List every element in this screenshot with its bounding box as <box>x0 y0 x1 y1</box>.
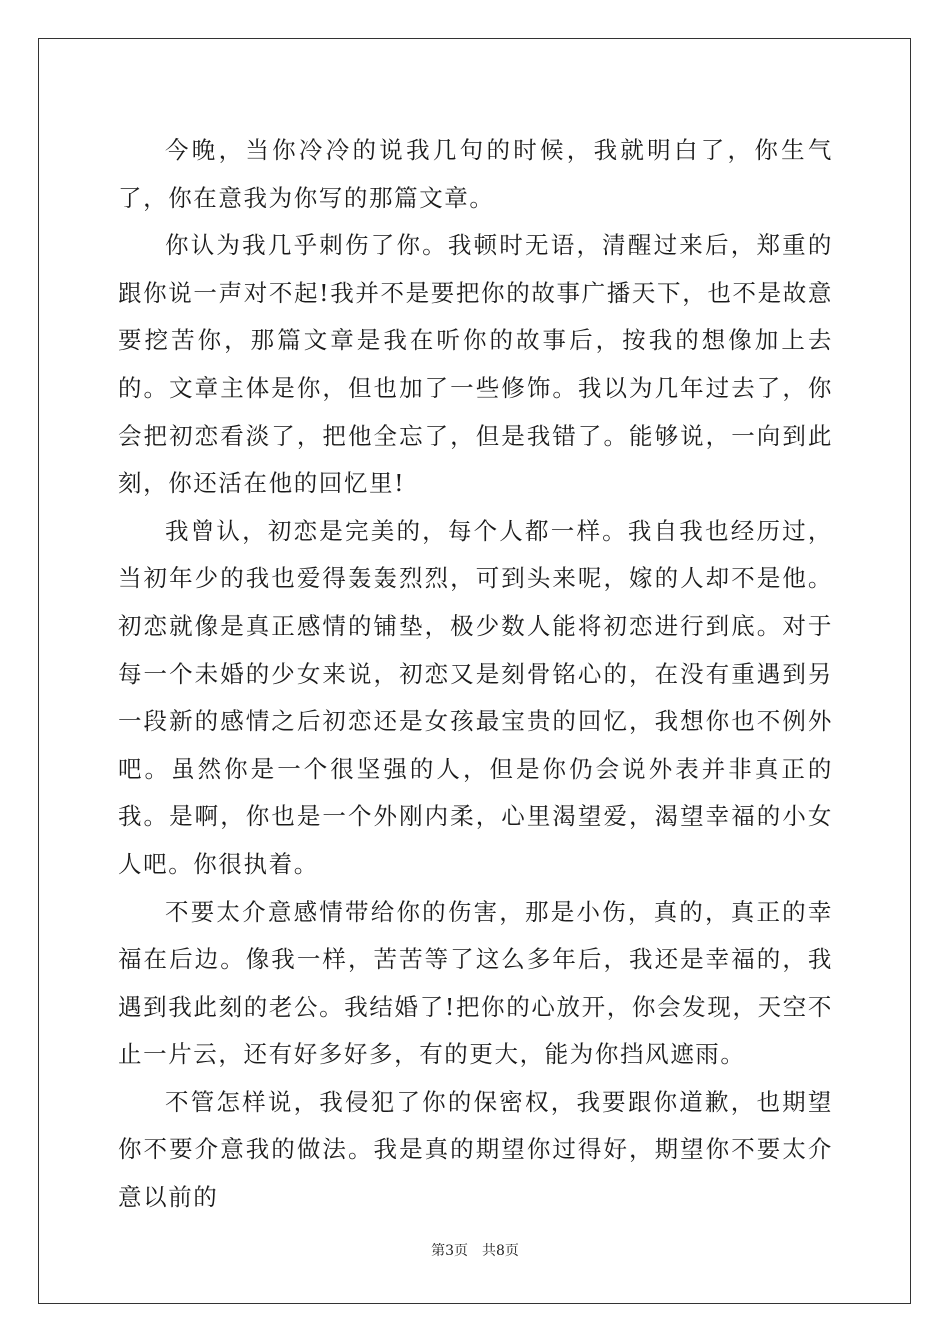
paragraph-5: 不管怎样说，我侵犯了你的保密权，我要跟你道歉，也期望你不要介意我的做法。我是真的期望你过得好，期望你不要太介意以前的 <box>118 1087 833 1212</box>
paragraph-1: 今晚，当你冷冷的说我几句的时候，我就明白了，你生气了，你在意我为你写的那篇文章。 <box>118 136 833 212</box>
page-total: 共8页 <box>482 1243 519 1259</box>
document-body <box>118 127 833 1222</box>
page-footer <box>0 1240 950 1260</box>
paragraph-2: 你认为我几乎刺伤了你。我顿时无语，清醒过来后，郑重的跟你说一声对不起!我并不是要把你的故事广播天下，也不是故意要挖苦你，那篇文章是我在听你的故事后，按我的想像加上去的。文章主体是你，但也加了一些修饰。我以为几年过去了，你会把初恋看淡了，把他全忘了，但是我错了。能够说，一向到此刻，你还活在他的回忆里! <box>118 231 833 498</box>
paragraph-4: 不要太介意感情带给你的伤害，那是小伤，真的，真正的幸福在后边。像我一样，苦苦等了这么多年后，我还是幸福的，我遇到我此刻的老公。我结婚了!把你的心放开，你会发现，天空不止一片云，还有好多好多，有的更大，能为你挡风遮雨。 <box>118 897 833 1069</box>
paragraph-3: 我曾认，初恋是完美的，每个人都一样。我自我也经历过，当初年少的我也爱得轰轰烈烈，可到头来呢，嫁的人却不是他。初恋就像是真正感情的铺垫，极少数人能将初恋进行到底。对于每一个未婚的少女来说，初恋又是刻骨铭心的，在没有重遇到另一段新的感情之后初恋还是女孩最宝贵的回忆，我想你也不例外吧。虽然你是一个很坚强的人，但是你仍会说外表并非真正的我。是啊，你也是一个外刚内柔，心里渴望爱，渴望幸福的小女人吧。你很执着。 <box>118 516 833 878</box>
page-number: 第3页 <box>431 1243 468 1259</box>
